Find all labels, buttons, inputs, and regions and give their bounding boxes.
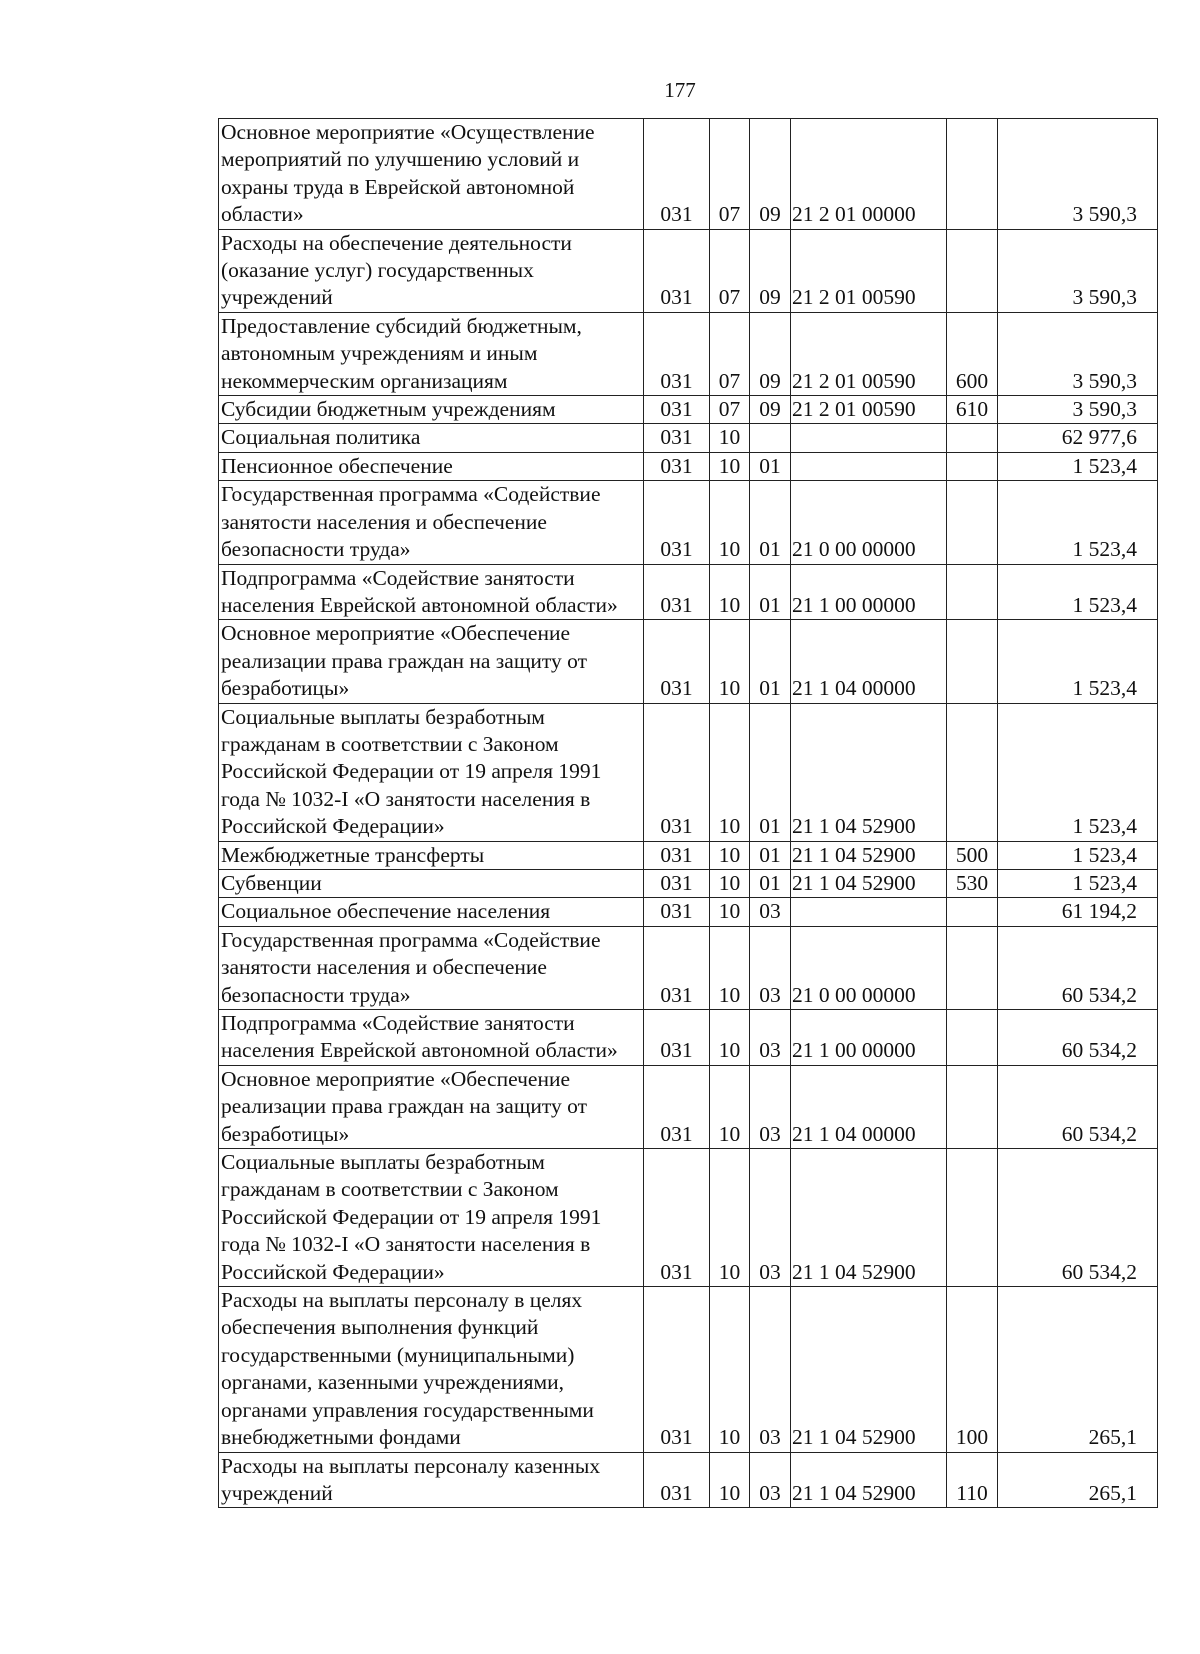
expense-type-cell: [947, 564, 998, 620]
target-article-cell: [791, 424, 947, 452]
row-name-cell: Подпрограмма «Содействие занятости населения Еврейской автономной области»: [219, 564, 644, 620]
section-code-cell: 07: [710, 119, 750, 230]
table-row: [219, 119, 1158, 230]
target-article-cell: 21 1 00 00000: [791, 1010, 947, 1066]
table-row: [219, 926, 1158, 1009]
expense-type-cell: [947, 229, 998, 312]
section-code-cell: 10: [710, 1452, 750, 1508]
target-article-cell: 21 2 01 00590: [791, 312, 947, 395]
ministry-code-cell: 031: [644, 620, 710, 703]
ministry-code-cell: 031: [644, 564, 710, 620]
amount-cell: 1 523,4: [998, 564, 1158, 620]
ministry-code-cell: 031: [644, 1065, 710, 1148]
amount-cell: 60 534,2: [998, 926, 1158, 1009]
expense-type-cell: [947, 119, 998, 230]
subsection-code-cell: 03: [750, 926, 791, 1009]
table-row: [219, 703, 1158, 841]
amount-cell: 62 977,6: [998, 424, 1158, 452]
section-code-cell: 07: [710, 229, 750, 312]
budget-table: [218, 118, 1158, 1508]
subsection-code-cell: 01: [750, 841, 791, 869]
amount-cell: 265,1: [998, 1452, 1158, 1508]
expense-type-cell: [947, 1065, 998, 1148]
table-row: [219, 229, 1158, 312]
budget-table-body: [219, 119, 1158, 1508]
ministry-code-cell: 031: [644, 926, 710, 1009]
expense-type-cell: 500: [947, 841, 998, 869]
expense-type-cell: 100: [947, 1287, 998, 1452]
expense-type-cell: [947, 1010, 998, 1066]
subsection-code-cell: 09: [750, 312, 791, 395]
table-row: [219, 1010, 1158, 1066]
table-row: [219, 312, 1158, 395]
expense-type-cell: [947, 926, 998, 1009]
target-article-cell: 21 2 01 00590: [791, 229, 947, 312]
target-article-cell: 21 1 04 52900: [791, 1452, 947, 1508]
amount-cell: 60 534,2: [998, 1010, 1158, 1066]
subsection-code-cell: 03: [750, 1010, 791, 1066]
amount-cell: 1 523,4: [998, 452, 1158, 480]
row-name-cell: Основное мероприятие «Обеспечение реализации права граждан на защиту от безработицы»: [219, 1065, 644, 1148]
row-name-cell: Социальные выплаты безработным гражданам в соответствии с Законом Российской Федерации от 19 апреля 1991 года № 1032-I «О занятости населения в Российской Федерации»: [219, 703, 644, 841]
row-name-cell: Социальное обеспечение населения: [219, 898, 644, 926]
subsection-code-cell: 03: [750, 1065, 791, 1148]
row-name-cell: Пенсионное обеспечение: [219, 452, 644, 480]
table-row: [219, 1065, 1158, 1148]
expense-type-cell: 110: [947, 1452, 998, 1508]
subsection-code-cell: 01: [750, 481, 791, 564]
ministry-code-cell: 031: [644, 841, 710, 869]
table-row: [219, 898, 1158, 926]
section-code-cell: 10: [710, 898, 750, 926]
target-article-cell: 21 1 04 52900: [791, 841, 947, 869]
ministry-code-cell: 031: [644, 452, 710, 480]
subsection-code-cell: 03: [750, 1149, 791, 1287]
table-row: [219, 620, 1158, 703]
table-row: [219, 396, 1158, 424]
ministry-code-cell: 031: [644, 119, 710, 230]
target-article-cell: 21 0 00 00000: [791, 481, 947, 564]
expense-type-cell: [947, 452, 998, 480]
ministry-code-cell: 031: [644, 1149, 710, 1287]
ministry-code-cell: 031: [644, 898, 710, 926]
row-name-cell: Межбюджетные трансферты: [219, 841, 644, 869]
row-name-cell: Расходы на выплаты персоналу в целях обеспечения выполнения функций государственными (муниципальными) органами, казенными учреждениями, органами управления государственными внебюджетными фондами: [219, 1287, 644, 1452]
ministry-code-cell: 031: [644, 396, 710, 424]
subsection-code-cell: 03: [750, 1452, 791, 1508]
amount-cell: 60 534,2: [998, 1065, 1158, 1148]
target-article-cell: 21 1 04 00000: [791, 1065, 947, 1148]
section-code-cell: 10: [710, 620, 750, 703]
amount-cell: 1 523,4: [998, 841, 1158, 869]
section-code-cell: 10: [710, 841, 750, 869]
row-name-cell: Основное мероприятие «Обеспечение реализации права граждан на защиту от безработицы»: [219, 620, 644, 703]
subsection-code-cell: [750, 424, 791, 452]
subsection-code-cell: 03: [750, 1287, 791, 1452]
section-code-cell: 07: [710, 312, 750, 395]
amount-cell: 3 590,3: [998, 119, 1158, 230]
section-code-cell: 10: [710, 869, 750, 897]
table-row: [219, 424, 1158, 452]
ministry-code-cell: 031: [644, 703, 710, 841]
expense-type-cell: 600: [947, 312, 998, 395]
target-article-cell: [791, 452, 947, 480]
subsection-code-cell: 09: [750, 396, 791, 424]
subsection-code-cell: 01: [750, 452, 791, 480]
ministry-code-cell: 031: [644, 1452, 710, 1508]
section-code-cell: 10: [710, 1065, 750, 1148]
target-article-cell: 21 1 04 52900: [791, 869, 947, 897]
row-name-cell: Субвенции: [219, 869, 644, 897]
ministry-code-cell: 031: [644, 1010, 710, 1066]
amount-cell: 1 523,4: [998, 620, 1158, 703]
amount-cell: 3 590,3: [998, 396, 1158, 424]
expense-type-cell: [947, 898, 998, 926]
section-code-cell: 10: [710, 481, 750, 564]
section-code-cell: 10: [710, 424, 750, 452]
expense-type-cell: 530: [947, 869, 998, 897]
amount-cell: 3 590,3: [998, 312, 1158, 395]
row-name-cell: Субсидии бюджетным учреждениям: [219, 396, 644, 424]
subsection-code-cell: 01: [750, 564, 791, 620]
row-name-cell: Государственная программа «Содействие занятости населения и обеспечение безопасности труда»: [219, 926, 644, 1009]
ministry-code-cell: 031: [644, 424, 710, 452]
table-row: [219, 481, 1158, 564]
target-article-cell: 21 1 04 00000: [791, 620, 947, 703]
row-name-cell: Подпрограмма «Содействие занятости населения Еврейской автономной области»: [219, 1010, 644, 1066]
subsection-code-cell: 09: [750, 229, 791, 312]
expense-type-cell: [947, 424, 998, 452]
section-code-cell: 10: [710, 1149, 750, 1287]
section-code-cell: 07: [710, 396, 750, 424]
target-article-cell: 21 1 00 00000: [791, 564, 947, 620]
section-code-cell: 10: [710, 926, 750, 1009]
subsection-code-cell: 01: [750, 620, 791, 703]
expense-type-cell: [947, 481, 998, 564]
table-row: [219, 841, 1158, 869]
subsection-code-cell: 01: [750, 869, 791, 897]
row-name-cell: Расходы на выплаты персоналу казенных учреждений: [219, 1452, 644, 1508]
section-code-cell: 10: [710, 452, 750, 480]
amount-cell: 3 590,3: [998, 229, 1158, 312]
table-row: [219, 1287, 1158, 1452]
amount-cell: 1 523,4: [998, 481, 1158, 564]
expense-type-cell: [947, 1149, 998, 1287]
row-name-cell: Предоставление субсидий бюджетным, автономным учреждениям и иным некоммерческим организациям: [219, 312, 644, 395]
table-row: [219, 869, 1158, 897]
target-article-cell: 21 2 01 00590: [791, 396, 947, 424]
amount-cell: 60 534,2: [998, 1149, 1158, 1287]
row-name-cell: Государственная программа «Содействие занятости населения и обеспечение безопасности труда»: [219, 481, 644, 564]
subsection-code-cell: 03: [750, 898, 791, 926]
section-code-cell: 10: [710, 1287, 750, 1452]
row-name-cell: Основное мероприятие «Осуществление мероприятий по улучшению условий и охраны труда в Еврейской автономной области»: [219, 119, 644, 230]
subsection-code-cell: 01: [750, 703, 791, 841]
target-article-cell: 21 0 00 00000: [791, 926, 947, 1009]
ministry-code-cell: 031: [644, 481, 710, 564]
row-name-cell: Социальные выплаты безработным гражданам в соответствии с Законом Российской Федерации от 19 апреля 1991 года № 1032-I «О занятости населения в Российской Федерации»: [219, 1149, 644, 1287]
amount-cell: 61 194,2: [998, 898, 1158, 926]
amount-cell: 1 523,4: [998, 869, 1158, 897]
target-article-cell: 21 1 04 52900: [791, 1287, 947, 1452]
subsection-code-cell: 09: [750, 119, 791, 230]
ministry-code-cell: 031: [644, 1287, 710, 1452]
row-name-cell: Социальная политика: [219, 424, 644, 452]
ministry-code-cell: 031: [644, 312, 710, 395]
target-article-cell: 21 1 04 52900: [791, 703, 947, 841]
table-row: [219, 564, 1158, 620]
amount-cell: 265,1: [998, 1287, 1158, 1452]
target-article-cell: [791, 898, 947, 926]
table-row: [219, 452, 1158, 480]
ministry-code-cell: 031: [644, 229, 710, 312]
amount-cell: 1 523,4: [998, 703, 1158, 841]
section-code-cell: 10: [710, 1010, 750, 1066]
expense-type-cell: [947, 620, 998, 703]
row-name-cell: Расходы на обеспечение деятельности (оказание услуг) государственных учреждений: [219, 229, 644, 312]
page-number: 177: [664, 78, 696, 102]
ministry-code-cell: 031: [644, 869, 710, 897]
table-row: [219, 1452, 1158, 1508]
section-code-cell: 10: [710, 564, 750, 620]
expense-type-cell: 610: [947, 396, 998, 424]
expense-type-cell: [947, 703, 998, 841]
target-article-cell: 21 1 04 52900: [791, 1149, 947, 1287]
target-article-cell: 21 2 01 00000: [791, 119, 947, 230]
section-code-cell: 10: [710, 703, 750, 841]
table-row: [219, 1149, 1158, 1287]
